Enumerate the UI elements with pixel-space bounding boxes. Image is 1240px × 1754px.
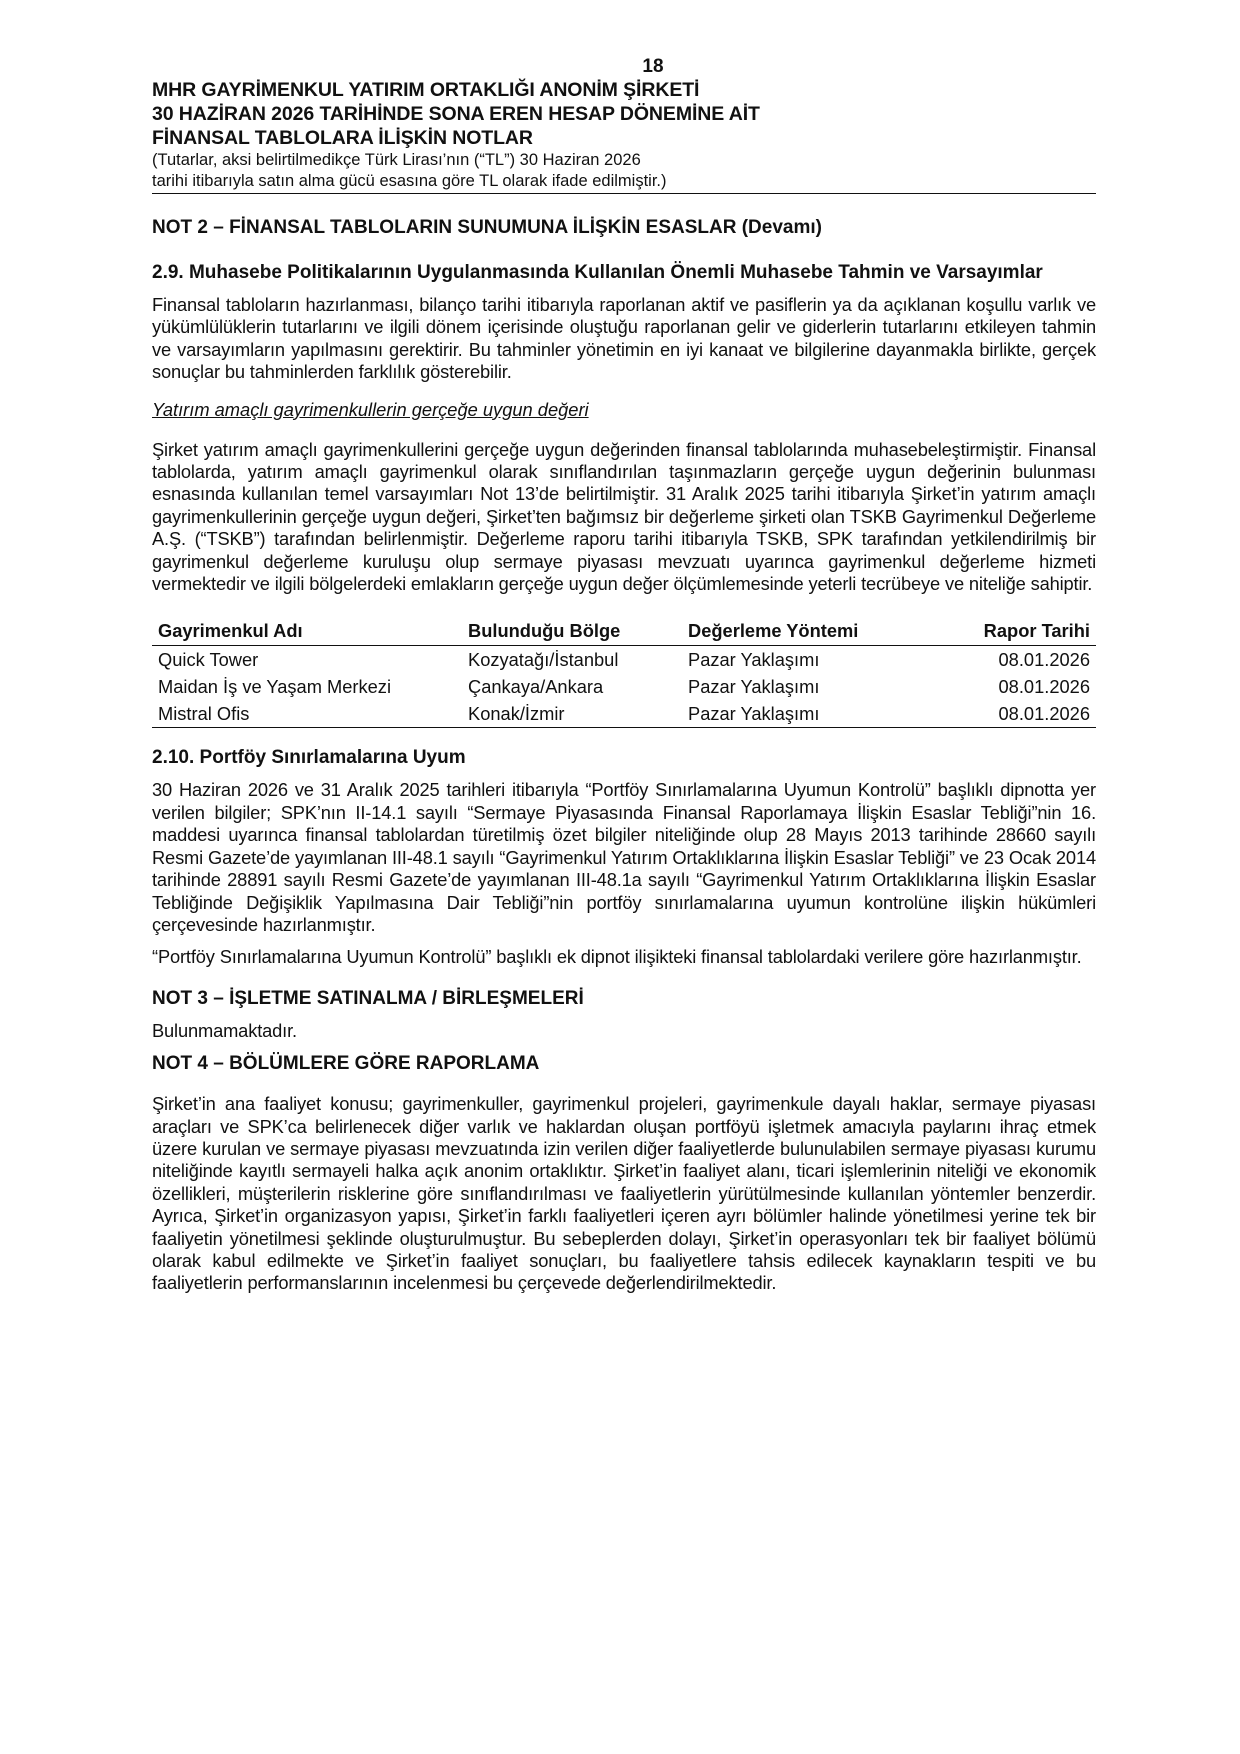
fair-value-paragraph: Şirket yatırım amaçlı gayrimenkullerini gerçeğe uygun değerinden finansal tablolarında muhasebeleştirmiştir. Finansal tablolarda, yatırım amaçlı gayrimenkul olarak sınıflandırılan taşınmazların gerçeğe uygun değerinin bulunması esnasında kullanılan temel varsayımları Not 13’de belirtilmiştir. 31 Aralık 2025 tarihi itibarıyla Şirket’in yatırım amaçlı gayrimenkullerinin gerçeğe uygun değeri, Şirket’ten bağımsız bir değerleme şirketi olan TSKB Gayrimenkul Değerleme A.Ş. (“TSKB”) tarafından belirlenmiştir. Değerleme raporu tarihi itibarıyla TSKB, SPK tarafından yetkilendirilmiş bir gayrimenkul değerleme kuruluşu olup sermaye piyasası mevzuatı uyarınca gayrimenkul değerleme hizmeti vermektedir ve ilgili bölgelerdeki emlakların gerçeğe uygun değer ölçümlemesinde yeterli tecrübeye ve niteliğe sahiptir. — [152, 438, 1096, 595]
col-header-property: Gayrimenkul Adı — [152, 617, 462, 646]
report-title: FİNANSAL TABLOLARA İLİŞKİN NOTLAR — [152, 127, 533, 149]
col-header-region: Bulunduğu Bölge — [462, 617, 682, 646]
cell-method: Pazar Yaklaşımı — [688, 649, 820, 671]
period-line: 30 HAZİRAN 2026 TARİHİNDE SONA EREN HESAP DÖNEMİNE AİT — [152, 103, 760, 125]
cell-method: Pazar Yaklaşımı — [688, 676, 820, 698]
note3-text: Bulunmamaktadır. — [152, 1019, 297, 1041]
cell-method: Pazar Yaklaşımı — [682, 700, 922, 728]
note3-heading: NOT 3 – İŞLETME SATINALMA / BİRLEŞMELERİ — [152, 987, 584, 1009]
cell-report-date: 08.01.2026 — [922, 700, 1096, 728]
section-2-10-paragraph-2: “Portföy Sınırlamalarına Uyumun Kontrolü” başlıklı ek dipnot ilişikteki finansal tablolardaki verilere göre hazırlanmıştır. — [152, 946, 1082, 968]
currency-note-line2: tarihi itibarıyla satın alma gücü esasına göre TL olarak ifade edilmiştir.) — [152, 171, 1096, 194]
cell-property: Mistral Ofis — [152, 700, 462, 728]
page-number: 18 — [642, 56, 664, 77]
section-2-9-paragraph: Finansal tabloların hazırlanması, bilanço tarihi itibarıyla raporlanan aktif ve pasiflerin ya da açıklanan koşullu varlık ve yükümlülüklerin tutarlarını ve ilgili dönem içerisinde oluştuğu raporlanan gelir ve giderlerin tutarlarını etkileyen tahmin ve varsayımların yapılmasını gerektirir. Bu tahminler yönetimin en iyi kanaat ve bilgilerine dayanmakla birlikte, gerçek sonuçlar bu tahminlerden farklılık gösterebilir. — [152, 294, 1096, 383]
col-header-method: Değerleme Yöntemi — [682, 617, 922, 646]
section-2-10-heading: 2.10. Portföy Sınırlamalarına Uyum — [152, 747, 466, 769]
cell-report-date: 08.01.2026 — [998, 649, 1090, 671]
cell-region: Kozyatağı/İstanbul — [468, 649, 619, 671]
company-name: MHR GAYRİMENKUL YATIRIM ORTAKLIĞI ANONİM ŞİRKETİ — [152, 79, 700, 101]
property-valuation-table — [152, 617, 1096, 728]
table-row — [152, 673, 1096, 700]
section-2-10-paragraph-1: 30 Haziran 2026 ve 31 Aralık 2025 tarihleri itibarıyla “Portföy Sınırlamalarına Uyumun Kontrolü” başlıklı dipnotta yer verilen bilgiler; SPK’nın II-14.1 sayılı “Sermaye Piyasasında Finansal Raporlamaya İlişkin Esaslar Tebliği”nin 16. maddesi uyarınca finansal tablolardan türetilmiş özet bilgiler niteliğinde olup 28 Mayıs 2013 tarihinde 28660 sayılı Resmi Gazete’de yayımlanan III-48.1 sayılı “Gayrimenkul Yatırım Ortaklıklarına İlişkin Esaslar Tebliği” ve 23 Ocak 2014 tarihinde 28891 sayılı Resmi Gazete’de yayımlanan III-48.1a sayılı “Gayrimenkul Yatırım Ortaklıklarına İlişkin Esaslar Tebliğinde Değişiklik Yapılmasına Dair Tebliği”nin portföy sınırlamalarına uyumun kontrolüne ilişkin hükümleri çerçevesinde hazırlanmıştır. — [152, 779, 1096, 935]
note2-heading: NOT 2 – FİNANSAL TABLOLARIN SUNUMUNA İLİŞKİN ESASLAR (Devamı) — [152, 217, 822, 238]
cell-property: Quick Tower — [158, 649, 259, 671]
cell-property: Maidan İş ve Yaşam Merkezi — [158, 676, 392, 698]
col-header-report-date: Rapor Tarihi — [922, 617, 1096, 646]
cell-report-date: 08.01.2026 — [998, 676, 1090, 698]
cell-region: Konak/İzmir — [462, 700, 682, 728]
note4-heading: NOT 4 – BÖLÜMLERE GÖRE RAPORLAMA — [152, 1053, 540, 1075]
table-row — [152, 700, 1096, 728]
document-page — [152, 56, 1096, 1295]
note4-paragraph: Şirket’in ana faaliyet konusu; gayrimenkuller, gayrimenkul projeleri, gayrimenkule dayalı haklar, sermaye piyasası araçları ve SPK’ca belirlenecek diğer varlık ve haklardan oluşan portföyü işletmek amacıyla paylarını ihraç etmek üzere kurulan ve sermaye piyasası mevzuatında izin verilen diğer faaliyetlerde bulunulabilen sermaye piyasası kurumu niteliğinde kayıtlı sermayeli halka açık anonim ortaklıktır. Şirket’in faaliyet alanı, ticari işlemlerinin niteliği ve ekonomik özellikleri, müşterilerin risklerine göre sınıflandırılması ve faaliyetlerin yürütülmesinde kullanılan yöntemler benzerdir. Ayrıca, Şirket’in organizasyon yapısı, Şirket’in farklı faaliyetleri içeren ayrı bölümler halinde yönetilmesi yerine tek bir faaliyetin yönetilmesi şeklinde oluşturulmuştur. Bu sebeplerden dolayı, Şirket’in operasyonları tek bir faaliyet bölümü olarak kabul edilmekte ve Şirket’in faaliyet sonuçları, bu faaliyetlere tahsis edilecek kaynakların tespiti ve bu faaliyetlerin performanslarının incelenmesi bu çerçevede değerlendirilmektedir. — [152, 1093, 1096, 1294]
table-row — [152, 646, 1096, 674]
currency-note-line1: (Tutarlar, aksi belirtilmedikçe Türk Lirası’nın (“TL”) 30 Haziran 2026 — [152, 151, 641, 169]
section-2-9-heading: 2.9. Muhasebe Politikalarının Uygulanmasında Kullanılan Önemli Muhasebe Tahmin ve Varsayımlar — [152, 262, 1043, 283]
fair-value-subheading: Yatırım amaçlı gayrimenkullerin gerçeğe uygun değeri — [152, 398, 589, 420]
cell-region: Çankaya/Ankara — [468, 676, 604, 698]
